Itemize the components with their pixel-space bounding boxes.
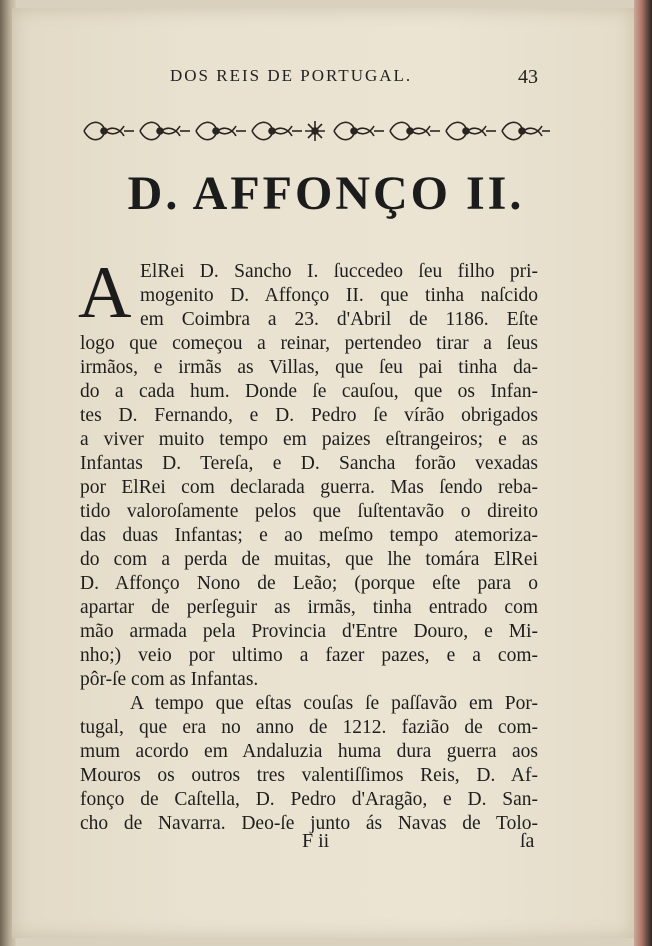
text-line: apartar de perſeguir as irmãs, tinha entrado com xyxy=(80,597,538,618)
text-line: mão armada pela Provincia d'Entre Douro, e Mi- xyxy=(80,621,538,642)
text-line: Mouros os outros tres valentiſſimos Reis, D. Af- xyxy=(80,765,538,786)
drop-cap: A xyxy=(78,252,132,334)
chapter-title: D. AFFONÇO II. xyxy=(127,167,525,220)
signature-mark: F ii xyxy=(302,830,330,852)
text-line: logo que começou a reinar, pertendeo tirar a ſeus xyxy=(80,333,538,354)
text-line: do a cada hum. Donde ſe cauſou, que os Infan- xyxy=(80,381,538,402)
text-line: ElRei D. Sancho I. ſuccedeo ſeu filho pri- xyxy=(140,261,538,282)
text-line: irmãos, e irmãs as Villas, que ſeu pai tinha da- xyxy=(80,357,538,378)
catchword: ſa xyxy=(520,830,535,852)
text-line: em Coimbra a 23. d'Abril de 1186. Eſte xyxy=(140,309,538,330)
page-edge xyxy=(634,0,652,946)
text-line: D. Affonço Nono de Leão; (porque eſte para o xyxy=(80,573,538,594)
running-head: DOS REIS DE PORTUGAL. xyxy=(170,66,413,85)
text-line: pôr-ſe com as Infantas. xyxy=(80,669,259,690)
text-line: nho;) veio por ultimo a fazer pazes, e a com- xyxy=(80,645,538,666)
text-line: Infantas D. Tereſa, e D. Sancha forão vexadas xyxy=(80,453,538,474)
text-line: do com a perda de muitas, que lhe tomára ElRei xyxy=(80,549,538,570)
decorative-ornament-icon xyxy=(80,114,550,148)
text-line: tido valoroſamente pelos que ſuſtentavão o direito xyxy=(80,501,538,522)
text-line: por ElRei com declarada guerra. Mas ſendo reba- xyxy=(80,477,538,498)
text-line: cho de Navarra. Deo-ſe junto ás Navas de Tolo- xyxy=(80,813,538,834)
text-line: fonço de Caſtella, D. Pedro d'Aragão, e D. San- xyxy=(80,789,538,810)
page-number: 43 xyxy=(518,66,538,88)
text-line: mum acordo em Andaluzia huma dura guerra aos xyxy=(80,741,538,762)
text-line: a viver muito tempo em paizes eſtrangeiros; e as xyxy=(80,429,538,450)
text-line: tes D. Fernando, e D. Pedro ſe vírão obrigados xyxy=(80,405,538,426)
text-line: das duas Infantas; e ao meſmo tempo atemoriza- xyxy=(80,525,538,546)
text-line: mogenito D. Affonço II. que tinha naſcido xyxy=(140,285,538,306)
text-line: tugal, que era no anno de 1212. fazião de com- xyxy=(80,717,538,738)
text-line: A tempo que eſtas couſas ſe paſſavão em Por- xyxy=(130,693,538,714)
